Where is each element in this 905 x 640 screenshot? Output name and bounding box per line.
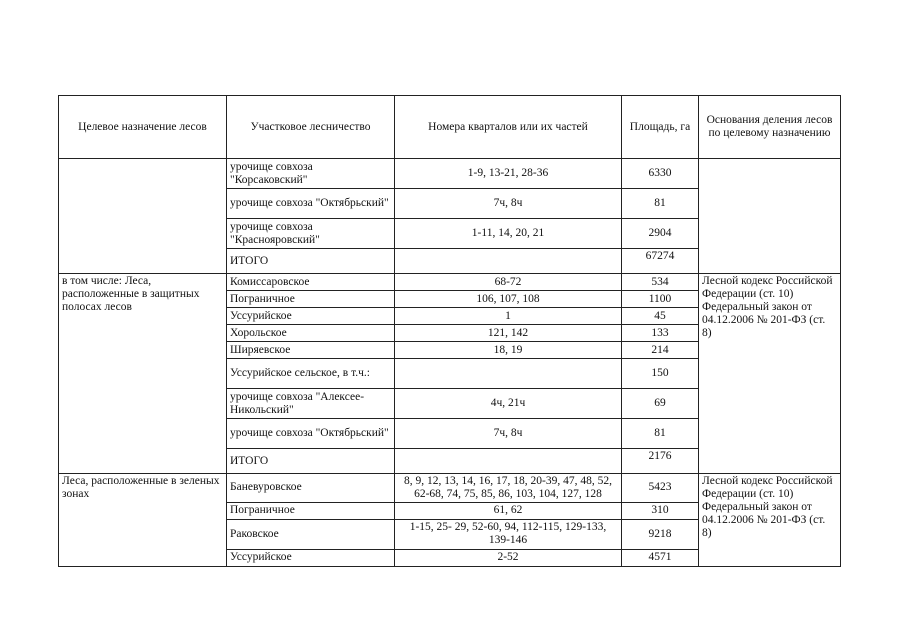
header-basis: Основания деления лесов по целевому назначению [699, 96, 841, 159]
quarters-cell: 8, 9, 12, 13, 14, 16, 17, 18, 20-39, 47, 48, 52, 62-68, 74, 75, 85, 86, 103, 104, 127, 128 [395, 474, 622, 503]
quarters-cell: 68-72 [395, 274, 622, 291]
quarters-cell: 7ч, 8ч [395, 189, 622, 219]
quarters-cell [395, 359, 622, 389]
area-cell: 4571 [622, 549, 699, 566]
table-row [59, 159, 841, 189]
quarters-cell-empty [395, 249, 622, 274]
forestry-cell: Раковское [227, 519, 395, 549]
basis-cell: Лесной кодекс Российской Федерации (ст. 10) Федеральный закон от 04.12.2006 № 201-ФЗ (ст. 8) [699, 474, 841, 567]
purpose-cell: в том числе: Леса, расположенные в защитных полосах лесов [59, 274, 227, 474]
quarters-cell: 1 [395, 308, 622, 325]
forestry-cell: Ширяевское [227, 342, 395, 359]
forestry-cell: урочище совхоза "Октябрьский" [227, 189, 395, 219]
area-cell: 9218 [622, 519, 699, 549]
purpose-cell-empty [59, 159, 227, 274]
basis-cell: Лесной кодекс Российской Федерации (ст. 10) Федеральный закон от 04.12.2006 № 201-ФЗ (ст. 8) [699, 274, 841, 474]
header-area: Площадь, га [622, 96, 699, 159]
total-area: 2176 [622, 449, 699, 474]
header-purpose: Целевое назначение лесов [59, 96, 227, 159]
total-label: ИТОГО [227, 249, 395, 274]
forestry-cell: Комиссаровское [227, 274, 395, 291]
table-row [59, 274, 841, 291]
area-cell: 1100 [622, 291, 699, 308]
header-forestry: Участковое лесничество [227, 96, 395, 159]
forestry-cell: Хорольское [227, 325, 395, 342]
quarters-cell: 106, 107, 108 [395, 291, 622, 308]
quarters-cell: 121, 142 [395, 325, 622, 342]
area-cell: 45 [622, 308, 699, 325]
table-row [59, 474, 841, 503]
area-cell: 214 [622, 342, 699, 359]
quarters-cell: 61, 62 [395, 502, 622, 519]
area-cell: 69 [622, 389, 699, 419]
quarters-cell: 1-11, 14, 20, 21 [395, 219, 622, 249]
forestry-cell: урочище совхоза "Корсаковский" [227, 159, 395, 189]
quarters-cell: 1-9, 13-21, 28-36 [395, 159, 622, 189]
quarters-cell: 2-52 [395, 549, 622, 566]
quarters-cell: 18, 19 [395, 342, 622, 359]
forestry-cell: урочище совхоза "Краснояровский" [227, 219, 395, 249]
header-quarters: Номера кварталов или их частей [395, 96, 622, 159]
quarters-cell: 4ч, 21ч [395, 389, 622, 419]
quarters-cell: 1-15, 25- 29, 52-60, 94, 112-115, 129-133, 139-146 [395, 519, 622, 549]
area-cell: 5423 [622, 474, 699, 503]
forestry-cell: Уссурийское сельское, в т.ч.: [227, 359, 395, 389]
forestry-cell: Пограничное [227, 502, 395, 519]
forestry-cell: Пограничное [227, 291, 395, 308]
forestry-cell: Баневуровское [227, 474, 395, 503]
area-cell: 133 [622, 325, 699, 342]
forestry-cell: урочище совхоза "Октябрьский" [227, 419, 395, 449]
quarters-cell-empty [395, 449, 622, 474]
purpose-cell: Леса, расположенные в зеленых зонах [59, 474, 227, 567]
forestry-cell: урочище совхоза "Алексее-Никольский" [227, 389, 395, 419]
total-label: ИТОГО [227, 449, 395, 474]
area-cell: 534 [622, 274, 699, 291]
area-cell: 150 [622, 359, 699, 389]
forestry-cell: Уссурийское [227, 549, 395, 566]
table-header-row [59, 96, 841, 159]
area-cell: 2904 [622, 219, 699, 249]
basis-cell-empty [699, 159, 841, 274]
area-cell: 81 [622, 189, 699, 219]
total-area: 67274 [622, 249, 699, 274]
forestry-cell: Уссурийское [227, 308, 395, 325]
area-cell: 6330 [622, 159, 699, 189]
quarters-cell: 7ч, 8ч [395, 419, 622, 449]
forest-purpose-table [58, 95, 841, 567]
area-cell: 310 [622, 502, 699, 519]
area-cell: 81 [622, 419, 699, 449]
